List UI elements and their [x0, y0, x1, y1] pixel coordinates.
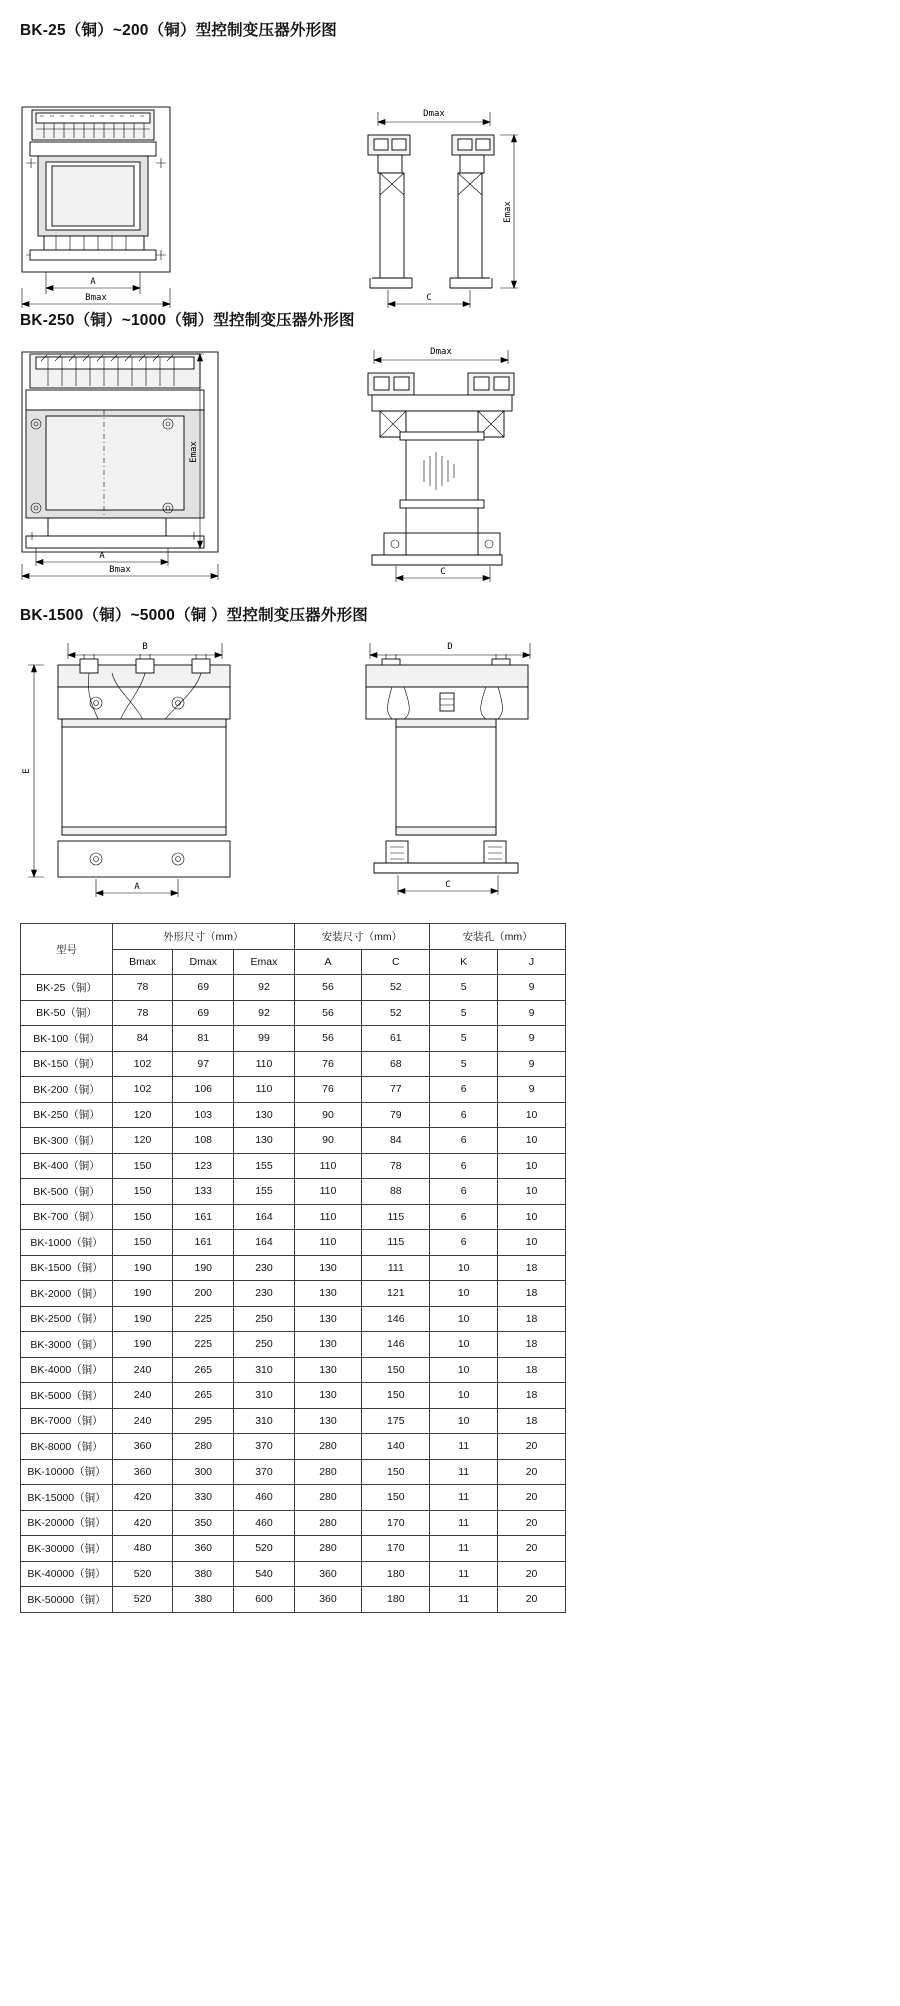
cell-c: 115	[362, 1230, 430, 1256]
cell-c: 88	[362, 1179, 430, 1205]
cell-bmax: 520	[113, 1587, 173, 1613]
cell-k: 10	[430, 1383, 498, 1409]
cell-k: 6	[430, 1077, 498, 1103]
cell-j: 10	[498, 1153, 566, 1179]
cell-j: 9	[498, 975, 566, 1001]
cell-c: 175	[362, 1408, 430, 1434]
cell-dmax: 97	[173, 1051, 234, 1077]
cell-bmax: 240	[113, 1383, 173, 1409]
cell-emax: 310	[234, 1408, 294, 1434]
cell-model: BK-500（铜）	[21, 1179, 113, 1205]
cell-emax: 164	[234, 1230, 294, 1256]
cell-bmax: 120	[113, 1128, 173, 1154]
cell-c: 79	[362, 1102, 430, 1128]
cell-j: 9	[498, 1077, 566, 1103]
dim-label-a-1: A	[90, 277, 96, 287]
cell-bmax: 240	[113, 1357, 173, 1383]
cell-model: BK-300（铜）	[21, 1128, 113, 1154]
figure-block-bk250-1000	[0, 308, 900, 585]
cell-dmax: 265	[173, 1383, 234, 1409]
cell-k: 6	[430, 1230, 498, 1256]
cell-a: 110	[294, 1179, 362, 1205]
cell-j: 9	[498, 1000, 566, 1026]
cell-k: 5	[430, 1051, 498, 1077]
cell-dmax: 225	[173, 1332, 234, 1358]
figure-row-1	[0, 50, 900, 303]
cell-emax: 250	[234, 1306, 294, 1332]
cell-emax: 460	[234, 1510, 294, 1536]
cell-emax: 600	[234, 1587, 294, 1613]
cell-emax: 230	[234, 1281, 294, 1307]
cell-model: BK-150（铜）	[21, 1051, 113, 1077]
cell-emax: 130	[234, 1102, 294, 1128]
cell-bmax: 360	[113, 1434, 173, 1460]
cell-emax: 92	[234, 975, 294, 1001]
cell-j: 20	[498, 1536, 566, 1562]
header-k: K	[430, 949, 498, 975]
cell-dmax: 108	[173, 1128, 234, 1154]
header-bmax: Bmax	[113, 949, 173, 975]
cell-k: 5	[430, 1000, 498, 1026]
cell-k: 6	[430, 1153, 498, 1179]
cell-a: 90	[294, 1102, 362, 1128]
cell-c: 84	[362, 1128, 430, 1154]
table-row	[21, 1000, 566, 1026]
cell-bmax: 120	[113, 1102, 173, 1128]
spec-table-header-row-1	[21, 924, 566, 950]
cell-bmax: 102	[113, 1051, 173, 1077]
cell-dmax: 103	[173, 1102, 234, 1128]
cell-model: BK-40000（铜）	[21, 1561, 113, 1587]
cell-k: 11	[430, 1434, 498, 1460]
dim-label-emax-2: Emax	[189, 441, 199, 463]
spec-table-body	[21, 975, 566, 1613]
cell-a: 280	[294, 1434, 362, 1460]
cell-c: 150	[362, 1383, 430, 1409]
table-row	[21, 1026, 566, 1052]
cell-emax: 370	[234, 1434, 294, 1460]
table-row	[21, 1357, 566, 1383]
cell-k: 11	[430, 1510, 498, 1536]
cell-a: 130	[294, 1306, 362, 1332]
cell-c: 61	[362, 1026, 430, 1052]
table-row	[21, 1128, 566, 1154]
cell-bmax: 480	[113, 1536, 173, 1562]
section-title-3: BK-1500（铜）~5000（铜 ）型控制变压器外形图	[20, 607, 368, 624]
table-row	[21, 1485, 566, 1511]
header-a: A	[294, 949, 362, 975]
cell-j: 10	[498, 1204, 566, 1230]
table-row	[21, 1204, 566, 1230]
table-row	[21, 1434, 566, 1460]
table-row	[21, 975, 566, 1001]
cell-c: 150	[362, 1357, 430, 1383]
cell-dmax: 133	[173, 1179, 234, 1205]
cell-emax: 92	[234, 1000, 294, 1026]
cell-bmax: 150	[113, 1204, 173, 1230]
cell-k: 6	[430, 1179, 498, 1205]
cell-emax: 310	[234, 1383, 294, 1409]
cell-bmax: 78	[113, 1000, 173, 1026]
cell-emax: 164	[234, 1204, 294, 1230]
cell-model: BK-3000（铜）	[21, 1332, 113, 1358]
cell-bmax: 190	[113, 1281, 173, 1307]
cell-bmax: 150	[113, 1230, 173, 1256]
dim-label-c-1: C	[426, 293, 432, 303]
cell-j: 20	[498, 1510, 566, 1536]
cell-k: 5	[430, 975, 498, 1001]
cell-j: 20	[498, 1434, 566, 1460]
cell-emax: 155	[234, 1179, 294, 1205]
table-row	[21, 1306, 566, 1332]
cell-j: 9	[498, 1026, 566, 1052]
cell-j: 18	[498, 1383, 566, 1409]
cell-k: 6	[430, 1102, 498, 1128]
table-row	[21, 1230, 566, 1256]
cell-bmax: 360	[113, 1459, 173, 1485]
cell-j: 18	[498, 1306, 566, 1332]
table-row	[21, 1255, 566, 1281]
header-outline-dims: 外形尺寸（mm）	[113, 924, 295, 950]
cell-model: BK-20000（铜）	[21, 1510, 113, 1536]
cell-a: 130	[294, 1255, 362, 1281]
section-title-1: BK-25（铜）~200（铜）型控制变压器外形图	[20, 22, 338, 39]
cell-emax: 110	[234, 1077, 294, 1103]
cell-k: 10	[430, 1408, 498, 1434]
cell-k: 6	[430, 1128, 498, 1154]
header-dmax: Dmax	[173, 949, 234, 975]
cell-c: 146	[362, 1306, 430, 1332]
cell-j: 18	[498, 1332, 566, 1358]
cell-c: 111	[362, 1255, 430, 1281]
cell-c: 52	[362, 1000, 430, 1026]
cell-a: 56	[294, 975, 362, 1001]
cell-dmax: 300	[173, 1459, 234, 1485]
cell-dmax: 161	[173, 1204, 234, 1230]
cell-dmax: 69	[173, 975, 234, 1001]
cell-a: 280	[294, 1485, 362, 1511]
cell-dmax: 106	[173, 1077, 234, 1103]
cell-k: 11	[430, 1536, 498, 1562]
table-row	[21, 1179, 566, 1205]
header-mounting-dims: 安装尺寸（mm）	[294, 924, 430, 950]
cell-bmax: 190	[113, 1306, 173, 1332]
cell-dmax: 69	[173, 1000, 234, 1026]
cell-dmax: 380	[173, 1587, 234, 1613]
cell-bmax: 190	[113, 1255, 173, 1281]
cell-model: BK-25（铜）	[21, 975, 113, 1001]
cell-model: BK-50000（铜）	[21, 1587, 113, 1613]
cell-c: 150	[362, 1485, 430, 1511]
cell-a: 110	[294, 1204, 362, 1230]
table-row	[21, 1510, 566, 1536]
cell-j: 18	[498, 1408, 566, 1434]
cell-k: 11	[430, 1485, 498, 1511]
cell-bmax: 150	[113, 1179, 173, 1205]
cell-emax: 250	[234, 1332, 294, 1358]
figure-row-2	[0, 340, 900, 585]
cell-k: 10	[430, 1306, 498, 1332]
cell-model: BK-2500（铜）	[21, 1306, 113, 1332]
cell-j: 18	[498, 1281, 566, 1307]
dim-label-c-3: C	[445, 880, 451, 890]
header-model: 型号	[21, 924, 113, 975]
cell-bmax: 420	[113, 1510, 173, 1536]
dim-label-b-3: B	[142, 642, 148, 652]
cell-j: 18	[498, 1255, 566, 1281]
table-row	[21, 1383, 566, 1409]
cell-dmax: 330	[173, 1485, 234, 1511]
cell-a: 76	[294, 1077, 362, 1103]
table-row	[21, 1281, 566, 1307]
table-row	[21, 1153, 566, 1179]
cell-dmax: 360	[173, 1536, 234, 1562]
cell-j: 20	[498, 1485, 566, 1511]
header-c: C	[362, 949, 430, 975]
cell-dmax: 190	[173, 1255, 234, 1281]
dim-label-dmax-1: Dmax	[423, 109, 445, 119]
figure-3-drawing	[0, 635, 900, 905]
cell-c: 140	[362, 1434, 430, 1460]
dim-label-bmax-2: Bmax	[109, 565, 131, 575]
cell-c: 150	[362, 1459, 430, 1485]
cell-emax: 520	[234, 1536, 294, 1562]
cell-k: 11	[430, 1587, 498, 1613]
cell-emax: 460	[234, 1485, 294, 1511]
cell-model: BK-2000（铜）	[21, 1281, 113, 1307]
cell-a: 280	[294, 1536, 362, 1562]
cell-c: 77	[362, 1077, 430, 1103]
cell-j: 20	[498, 1587, 566, 1613]
cell-model: BK-10000（铜）	[21, 1459, 113, 1485]
spec-table	[20, 923, 566, 1613]
cell-emax: 310	[234, 1357, 294, 1383]
cell-k: 10	[430, 1255, 498, 1281]
cell-model: BK-400（铜）	[21, 1153, 113, 1179]
cell-emax: 370	[234, 1459, 294, 1485]
dim-label-dmax-2: Dmax	[430, 347, 452, 357]
cell-dmax: 81	[173, 1026, 234, 1052]
cell-model: BK-700（铜）	[21, 1204, 113, 1230]
cell-a: 280	[294, 1510, 362, 1536]
cell-k: 10	[430, 1332, 498, 1358]
cell-k: 5	[430, 1026, 498, 1052]
cell-j: 10	[498, 1230, 566, 1256]
table-row	[21, 1051, 566, 1077]
cell-model: BK-250（铜）	[21, 1102, 113, 1128]
cell-c: 68	[362, 1051, 430, 1077]
cell-bmax: 84	[113, 1026, 173, 1052]
cell-dmax: 295	[173, 1408, 234, 1434]
header-mounting-holes: 安装孔（mm）	[430, 924, 566, 950]
dim-label-c-2: C	[440, 567, 446, 577]
table-row	[21, 1408, 566, 1434]
dim-label-a-3: A	[134, 882, 140, 892]
dim-label-e-3: E	[22, 768, 32, 774]
cell-model: BK-7000（铜）	[21, 1408, 113, 1434]
cell-k: 11	[430, 1459, 498, 1485]
cell-a: 56	[294, 1026, 362, 1052]
cell-bmax: 102	[113, 1077, 173, 1103]
table-row	[21, 1536, 566, 1562]
cell-a: 110	[294, 1230, 362, 1256]
cell-j: 20	[498, 1561, 566, 1587]
cell-j: 18	[498, 1357, 566, 1383]
cell-model: BK-50（铜）	[21, 1000, 113, 1026]
cell-j: 20	[498, 1459, 566, 1485]
cell-c: 78	[362, 1153, 430, 1179]
cell-model: BK-15000（铜）	[21, 1485, 113, 1511]
cell-model: BK-1000（铜）	[21, 1230, 113, 1256]
cell-model: BK-8000（铜）	[21, 1434, 113, 1460]
cell-c: 121	[362, 1281, 430, 1307]
spec-table-head	[21, 924, 566, 975]
table-row	[21, 1587, 566, 1613]
cell-a: 90	[294, 1128, 362, 1154]
cell-dmax: 161	[173, 1230, 234, 1256]
cell-a: 76	[294, 1051, 362, 1077]
cell-bmax: 420	[113, 1485, 173, 1511]
cell-k: 10	[430, 1281, 498, 1307]
figure-block-bk1500-5000	[0, 603, 900, 905]
dim-label-d-3: D	[447, 642, 453, 652]
cell-emax: 230	[234, 1255, 294, 1281]
cell-c: 52	[362, 975, 430, 1001]
cell-dmax: 200	[173, 1281, 234, 1307]
table-row	[21, 1459, 566, 1485]
table-row	[21, 1561, 566, 1587]
dim-label-emax-1: Emax	[503, 201, 513, 223]
cell-model: BK-100（铜）	[21, 1026, 113, 1052]
cell-a: 56	[294, 1000, 362, 1026]
cell-dmax: 380	[173, 1561, 234, 1587]
table-row	[21, 1332, 566, 1358]
cell-a: 130	[294, 1408, 362, 1434]
cell-model: BK-4000（铜）	[21, 1357, 113, 1383]
cell-a: 130	[294, 1383, 362, 1409]
table-row	[21, 1102, 566, 1128]
figure-row-3	[0, 635, 900, 905]
figure-1-drawing	[0, 50, 900, 303]
cell-c: 170	[362, 1510, 430, 1536]
header-emax: Emax	[234, 949, 294, 975]
cell-k: 10	[430, 1357, 498, 1383]
cell-dmax: 280	[173, 1434, 234, 1460]
cell-emax: 99	[234, 1026, 294, 1052]
cell-a: 110	[294, 1153, 362, 1179]
cell-emax: 130	[234, 1128, 294, 1154]
cell-emax: 540	[234, 1561, 294, 1587]
cell-a: 130	[294, 1332, 362, 1358]
cell-a: 130	[294, 1357, 362, 1383]
cell-a: 360	[294, 1561, 362, 1587]
cell-emax: 155	[234, 1153, 294, 1179]
cell-c: 115	[362, 1204, 430, 1230]
cell-a: 280	[294, 1459, 362, 1485]
dim-label-a-2: A	[99, 551, 105, 561]
cell-model: BK-1500（铜）	[21, 1255, 113, 1281]
cell-model: BK-200（铜）	[21, 1077, 113, 1103]
dim-label-bmax-1: Bmax	[85, 293, 107, 303]
cell-dmax: 123	[173, 1153, 234, 1179]
cell-j: 10	[498, 1128, 566, 1154]
cell-dmax: 265	[173, 1357, 234, 1383]
cell-j: 10	[498, 1179, 566, 1205]
header-j: J	[498, 949, 566, 975]
cell-j: 9	[498, 1051, 566, 1077]
cell-c: 180	[362, 1561, 430, 1587]
cell-bmax: 240	[113, 1408, 173, 1434]
cell-c: 170	[362, 1536, 430, 1562]
table-row	[21, 1077, 566, 1103]
cell-dmax: 350	[173, 1510, 234, 1536]
cell-dmax: 225	[173, 1306, 234, 1332]
cell-c: 146	[362, 1332, 430, 1358]
section-title-2: BK-250（铜）~1000（铜）型控制变压器外形图	[20, 312, 355, 329]
cell-bmax: 78	[113, 975, 173, 1001]
cell-model: BK-5000（铜）	[21, 1383, 113, 1409]
cell-model: BK-30000（铜）	[21, 1536, 113, 1562]
figure-2-drawing	[0, 340, 900, 585]
cell-bmax: 150	[113, 1153, 173, 1179]
cell-bmax: 520	[113, 1561, 173, 1587]
cell-bmax: 190	[113, 1332, 173, 1358]
cell-a: 360	[294, 1587, 362, 1613]
figure-block-bk25-200	[0, 18, 900, 303]
cell-j: 10	[498, 1102, 566, 1128]
cell-k: 11	[430, 1561, 498, 1587]
cell-emax: 110	[234, 1051, 294, 1077]
cell-c: 180	[362, 1587, 430, 1613]
cell-a: 130	[294, 1281, 362, 1307]
cell-k: 6	[430, 1204, 498, 1230]
